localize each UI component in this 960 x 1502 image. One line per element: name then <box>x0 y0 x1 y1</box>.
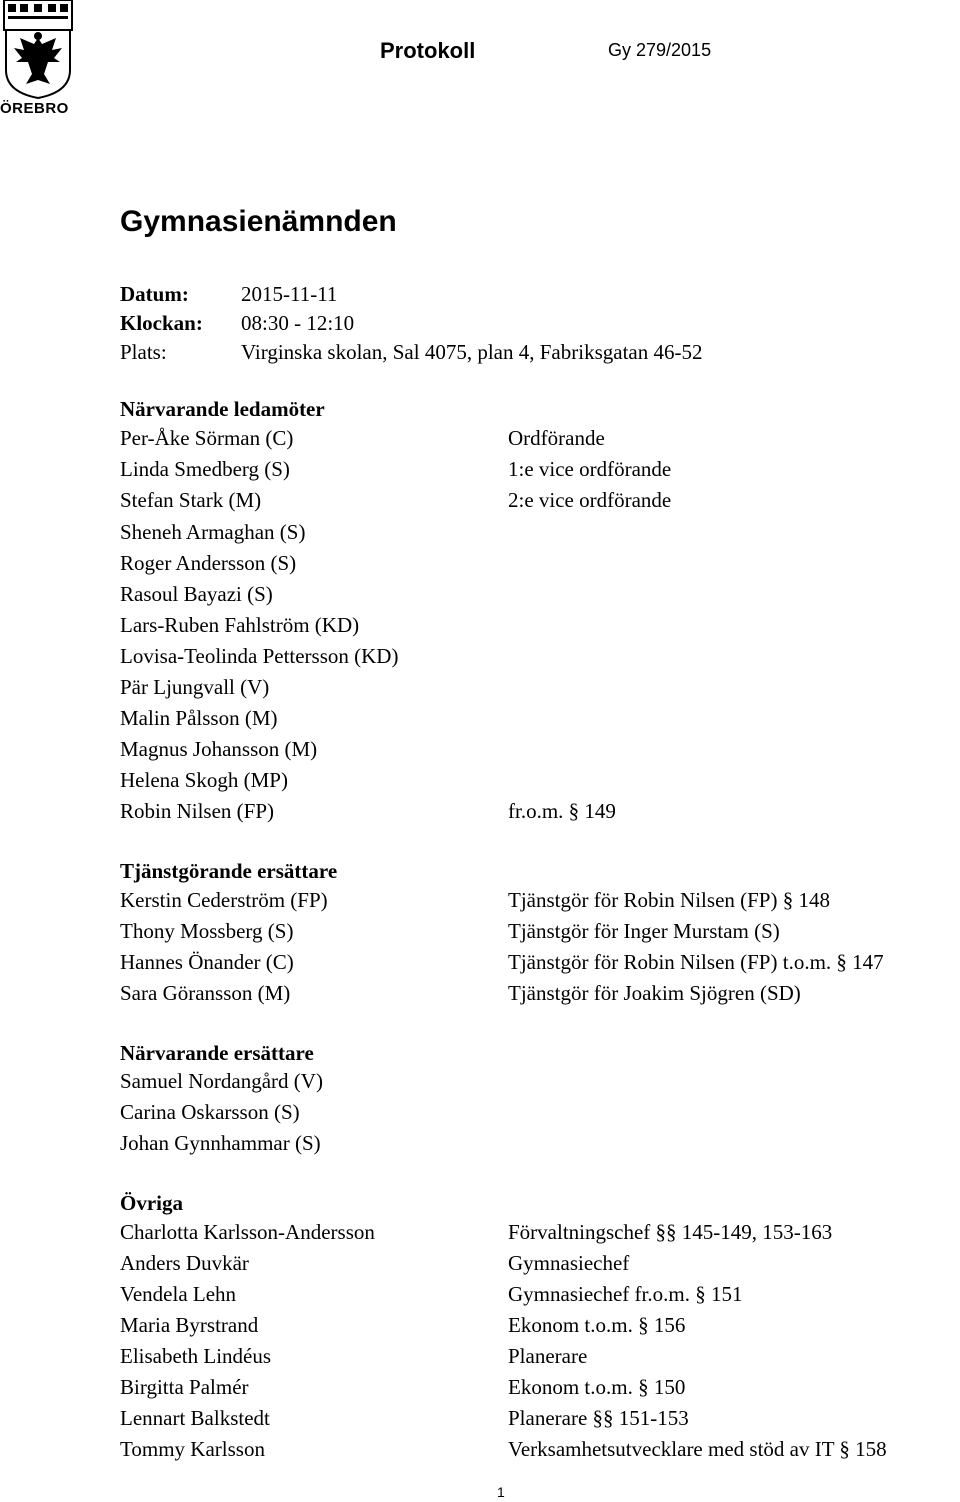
member-role: 1:e vice ordförande <box>508 457 672 481</box>
list-item <box>120 950 960 978</box>
person-name: Elisabeth Lindéus <box>120 1344 272 1368</box>
list-item <box>120 1437 960 1465</box>
person-name: Maria Byrstrand <box>120 1313 259 1337</box>
time-value: 08:30 - 12:10 <box>241 311 355 335</box>
person-role: Ekonom t.o.m. § 156 <box>508 1313 686 1337</box>
date-label: Datum: <box>120 282 189 306</box>
person-name: Birgitta Palmér <box>120 1375 249 1399</box>
list-item <box>120 737 960 765</box>
time-label: Klockan: <box>120 311 203 335</box>
list-item <box>120 488 960 516</box>
person-role: Förvaltningschef §§ 145-149, 153-163 <box>508 1220 833 1244</box>
list-item <box>120 551 960 579</box>
member-name: Rasoul Bayazi (S) <box>120 582 273 606</box>
member-name: Robin Nilsen (FP) <box>120 799 275 823</box>
list-item <box>120 919 960 947</box>
person-role: Gymnasiechef fr.o.m. § 151 <box>508 1282 743 1306</box>
list-item <box>120 1251 960 1279</box>
member-name: Stefan Stark (M) <box>120 488 262 512</box>
substitute-name: Carina Oskarsson (S) <box>120 1100 300 1124</box>
list-item <box>120 582 960 610</box>
page-title: Gymnasienämnden <box>120 205 397 238</box>
substitute-name: Sara Göransson (M) <box>120 981 291 1005</box>
list-item <box>120 1220 960 1248</box>
list-item <box>120 613 960 641</box>
document-type: Protokoll <box>380 38 476 63</box>
list-item <box>120 706 960 734</box>
person-role: Planerare <box>508 1344 588 1368</box>
list-item <box>120 768 960 796</box>
person-role: Verksamhetsutvecklare med stöd av IT § 158 <box>508 1437 887 1461</box>
member-name: Lars-Ruben Fahlström (KD) <box>120 613 360 637</box>
substitute-role: Tjänstgör för Inger Murstam (S) <box>508 919 780 943</box>
member-name: Pär Ljungvall (V) <box>120 675 270 699</box>
list-item <box>120 1100 960 1128</box>
person-role: Planerare §§ 151-153 <box>508 1406 689 1430</box>
person-name: Anders Duvkär <box>120 1251 249 1275</box>
person-name: Lennart Balkstedt <box>120 1406 270 1430</box>
place-value: Virginska skolan, Sal 4075, plan 4, Fabriksgatan 46-52 <box>241 340 703 364</box>
member-name: Per-Åke Sörman (C) <box>120 426 294 450</box>
list-item <box>120 520 960 548</box>
member-name: Helena Skogh (MP) <box>120 768 288 792</box>
list-item <box>120 1313 960 1341</box>
list-item <box>120 1282 960 1310</box>
logo-text: ÖREBRO <box>0 100 69 117</box>
present-members-heading: Närvarande ledamöter <box>120 397 325 421</box>
coat-of-arms-icon <box>0 0 76 100</box>
member-name: Sheneh Armaghan (S) <box>120 520 306 544</box>
substitute-role: Tjänstgör för Joakim Sjögren (SD) <box>508 981 801 1005</box>
substitute-role: Tjänstgör för Robin Nilsen (FP) § 148 <box>508 888 830 912</box>
list-item <box>120 888 960 916</box>
serving-substitutes-heading: Tjänstgörande ersättare <box>120 859 338 883</box>
list-item <box>120 644 960 672</box>
list-item <box>120 675 960 703</box>
member-role: 2:e vice ordförande <box>508 488 672 512</box>
substitute-name: Kerstin Cederström (FP) <box>120 888 328 912</box>
list-item <box>120 1344 960 1372</box>
person-name: Charlotta Karlsson-Andersson <box>120 1220 375 1244</box>
document-number: Gy 279/2015 <box>608 40 712 60</box>
person-role: Ekonom t.o.m. § 150 <box>508 1375 686 1399</box>
person-name: Vendela Lehn <box>120 1282 237 1306</box>
list-item <box>120 1069 960 1097</box>
page-number: 1 <box>497 1484 505 1500</box>
list-item <box>120 1131 960 1159</box>
member-name: Magnus Johansson (M) <box>120 737 318 761</box>
list-item <box>120 1375 960 1403</box>
others-heading: Övriga <box>120 1191 183 1215</box>
list-item <box>120 1406 960 1434</box>
member-role: Ordförande <box>508 426 605 450</box>
substitute-name: Samuel Nordangård (V) <box>120 1069 323 1093</box>
list-item <box>120 981 960 1009</box>
substitute-name: Johan Gynnhammar (S) <box>120 1131 321 1155</box>
member-name: Linda Smedberg (S) <box>120 457 290 481</box>
list-item <box>120 457 960 485</box>
place-label: Plats: <box>120 340 167 364</box>
present-substitutes-heading: Närvarande ersättare <box>120 1041 314 1065</box>
date-value: 2015-11-11 <box>241 282 338 306</box>
member-name: Roger Andersson (S) <box>120 551 297 575</box>
person-role: Gymnasiechef <box>508 1251 630 1275</box>
list-item <box>120 426 960 454</box>
member-name: Malin Pålsson (M) <box>120 706 278 730</box>
substitute-name: Thony Mossberg (S) <box>120 919 294 943</box>
person-name: Tommy Karlsson <box>120 1437 265 1461</box>
member-name: Lovisa-Teolinda Pettersson (KD) <box>120 644 399 668</box>
member-role: fr.o.m. § 149 <box>508 799 616 823</box>
substitute-role: Tjänstgör för Robin Nilsen (FP) t.o.m. § 147 <box>508 950 884 974</box>
list-item <box>120 799 960 827</box>
substitute-name: Hannes Önander (C) <box>120 950 294 974</box>
